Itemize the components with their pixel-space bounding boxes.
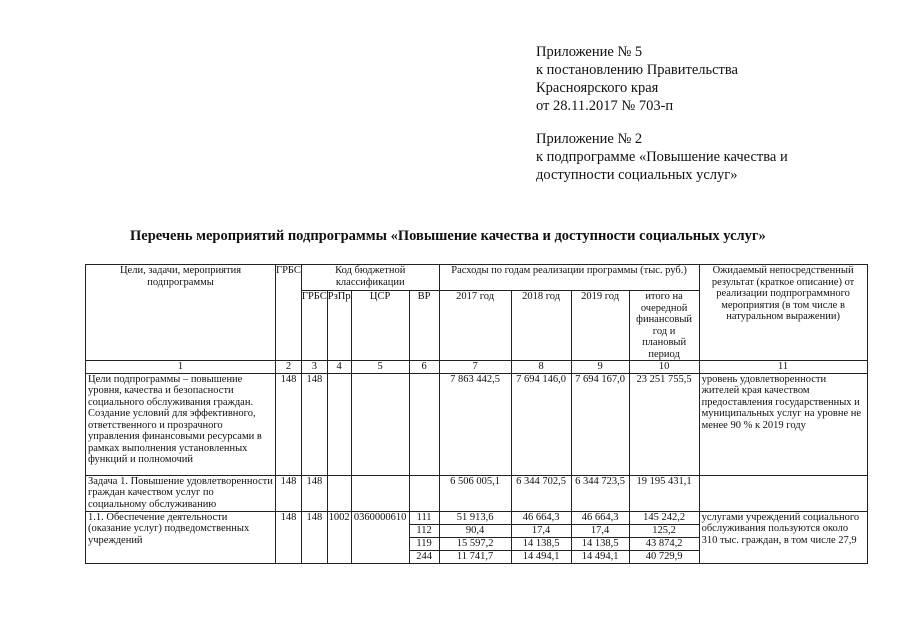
row-2018: 6 344 702,5 — [511, 475, 571, 511]
row-2017: 6 506 005,1 — [439, 475, 511, 511]
activity-grbs: 148 — [276, 511, 302, 563]
column-number: 4 — [327, 361, 351, 374]
line-2017: 11 741,7 — [439, 550, 511, 563]
line-vr: 244 — [409, 550, 439, 563]
row-name: Задача 1. Повышение удовлетворенности граждан качеством услуг по социальному обслуживанию — [86, 475, 276, 511]
line-2018: 17,4 — [511, 524, 571, 537]
row-grbs: 148 — [276, 373, 302, 475]
activity-result: услугами учреждений социального обслуживания пользуются около 310 тыс. граждан, в том числе 27,9 — [699, 511, 867, 563]
appendix-2-header — [536, 130, 876, 184]
column-number: 9 — [571, 361, 629, 374]
header-rzpr: РзПр — [327, 291, 351, 361]
activities-table — [85, 264, 868, 564]
header-2018: 2018 год — [511, 291, 571, 361]
header-grbs: ГРБС — [276, 265, 302, 361]
header-line: Красноярского края — [536, 80, 659, 96]
line-total: 125,2 — [629, 524, 699, 537]
line-total: 43 874,2 — [629, 537, 699, 550]
row-result: уровень удовлетворенности жителей края качеством предоставления государственных и муниципальных услуг на уровне не менее 90 % к 2019 году — [699, 373, 867, 475]
header-csr: ЦСР — [351, 291, 409, 361]
column-number: 8 — [511, 361, 571, 374]
activity-name: 1.1. Обеспечение деятельности (оказание услуг) подведомственных учреждений — [86, 511, 276, 563]
column-number: 1 — [86, 361, 276, 374]
activity-grbs2: 148 — [301, 511, 327, 563]
row-vr — [409, 475, 439, 511]
line-2018: 46 664,3 — [511, 511, 571, 524]
row-total: 23 251 755,5 — [629, 373, 699, 475]
line-2017: 51 913,6 — [439, 511, 511, 524]
column-number: 7 — [439, 361, 511, 374]
column-number: 5 — [351, 361, 409, 374]
header-result: Ожидаемый непосредственный результат (краткое описание) от реализации подпрограммного мероприятия (в том числе в натуральном выражении) — [699, 265, 867, 361]
line-total: 145 242,2 — [629, 511, 699, 524]
row-grbs2: 148 — [301, 373, 327, 475]
column-number: 3 — [301, 361, 327, 374]
row-csr — [351, 373, 409, 475]
header-line: Приложение № 5 — [536, 44, 643, 60]
appendix-5-header — [536, 43, 876, 115]
row-name: Цели подпрограммы – повышение уровня, качества и безопасности социального обслуживания граждан. Создание условий для эффективного, ответственного и прозрачного управления финансовыми ресурсами в рамках выполнения установленных функций и полномочий — [86, 373, 276, 475]
line-total: 40 729,9 — [629, 550, 699, 563]
row-2017: 7 863 442,5 — [439, 373, 511, 475]
row-rzpr — [327, 373, 351, 475]
document-title: Перечень мероприятий подпрограммы «Повышение качества и доступности социальных услуг» — [130, 228, 766, 244]
header-line: к подпрограмме «Повышение качества и — [536, 149, 788, 165]
activity-rzpr: 1002 — [327, 511, 351, 563]
line-vr: 112 — [409, 524, 439, 537]
table-row-goals — [86, 373, 868, 475]
row-grbs: 148 — [276, 475, 302, 511]
line-2018: 14 494,1 — [511, 550, 571, 563]
row-grbs2: 148 — [301, 475, 327, 511]
column-number: 11 — [699, 361, 867, 374]
activity-csr: 0360000610 — [351, 511, 409, 563]
header-line: от 28.11.2017 № 703-п — [536, 98, 674, 114]
row-total: 19 195 431,1 — [629, 475, 699, 511]
header-expenses: Расходы по годам реализации программы (тыс. руб.) — [439, 265, 699, 291]
header-vr: ВР — [409, 291, 439, 361]
line-vr: 111 — [409, 511, 439, 524]
column-number: 2 — [276, 361, 302, 374]
header-sub-grbs: ГРБС — [301, 291, 327, 361]
row-vr — [409, 373, 439, 475]
line-2019: 14 138,5 — [571, 537, 629, 550]
table-row-task-1 — [86, 475, 868, 511]
header-line: к постановлению Правительства — [536, 62, 738, 78]
column-number: 10 — [629, 361, 699, 374]
table-header-row — [86, 265, 868, 291]
header-2017: 2017 год — [439, 291, 511, 361]
line-2018: 14 138,5 — [511, 537, 571, 550]
header-2019: 2019 год — [571, 291, 629, 361]
line-2019: 17,4 — [571, 524, 629, 537]
column-numbers-row — [86, 361, 868, 374]
header-line: Приложение № 2 — [536, 131, 643, 147]
line-2017: 90,4 — [439, 524, 511, 537]
header-goals: Цели, задачи, мероприятия подпрограммы — [86, 265, 276, 361]
line-2017: 15 597,2 — [439, 537, 511, 550]
header-total: итого на очередной финансовый год и плановый период — [629, 291, 699, 361]
table-row-activity — [86, 511, 868, 524]
column-number: 6 — [409, 361, 439, 374]
line-2019: 14 494,1 — [571, 550, 629, 563]
line-2019: 46 664,3 — [571, 511, 629, 524]
row-2019: 6 344 723,5 — [571, 475, 629, 511]
row-rzpr — [327, 475, 351, 511]
row-2018: 7 694 146,0 — [511, 373, 571, 475]
line-vr: 119 — [409, 537, 439, 550]
row-csr — [351, 475, 409, 511]
row-2019: 7 694 167,0 — [571, 373, 629, 475]
row-result — [699, 475, 867, 511]
header-line: доступности социальных услуг» — [536, 167, 738, 183]
header-budget-code: Код бюджетной классификации — [301, 265, 439, 291]
